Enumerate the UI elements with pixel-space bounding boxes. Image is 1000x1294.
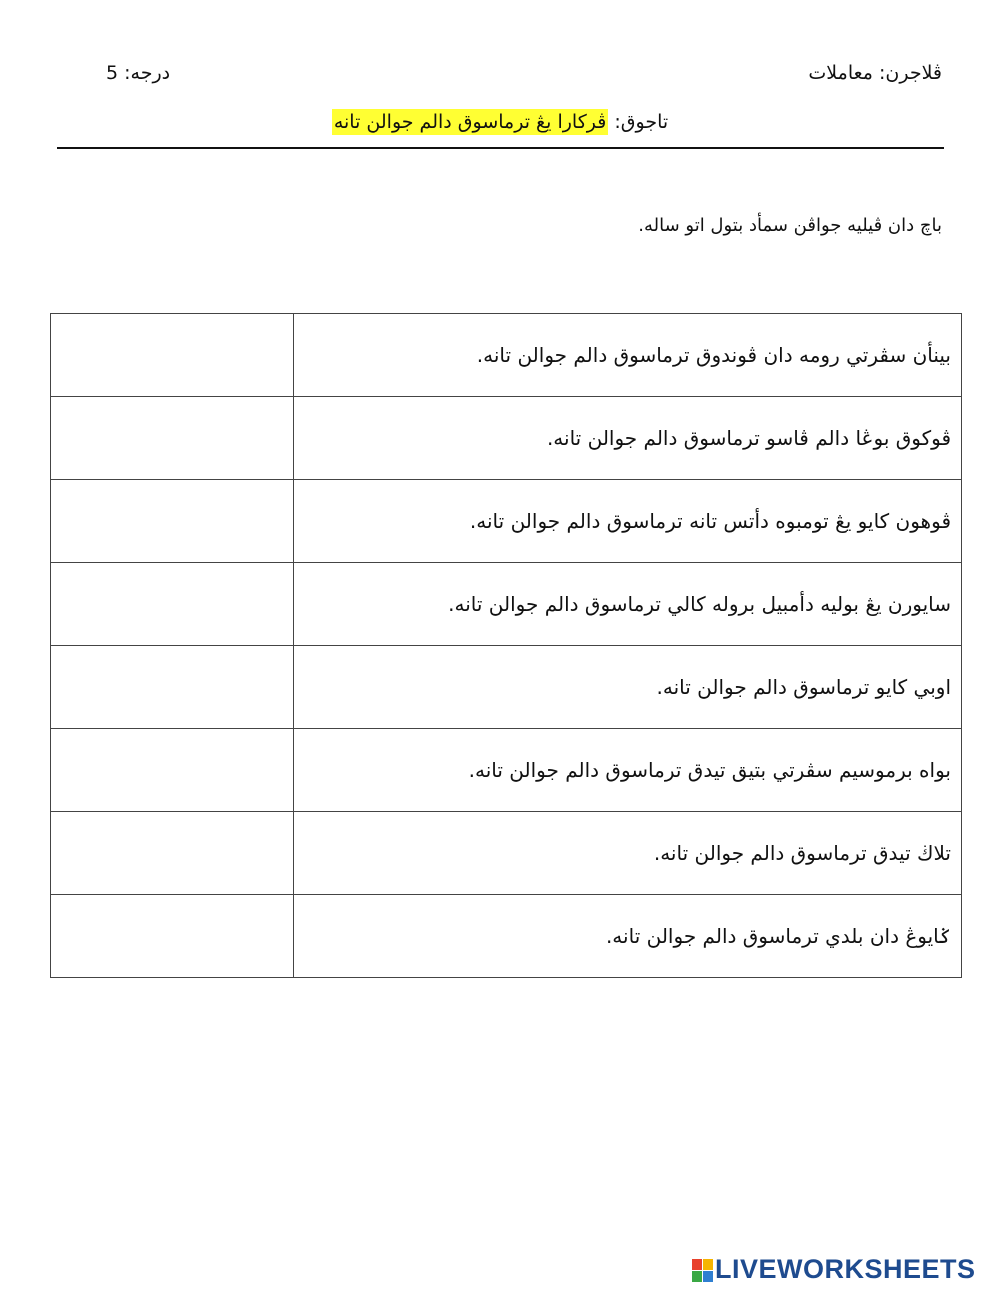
statement-cell: ڤوكوق بوڠا دالم ڤاسو ترماسوق دالم جوالن تانه. bbox=[294, 397, 962, 480]
statement-cell: سايورن يڠ بوليه دأمبيل بروله كالي ترماسوق دالم جوالن تانه. bbox=[294, 563, 962, 646]
subject-label: ڤلاجرن: معاملات bbox=[808, 62, 942, 84]
statement-cell: ݢايوڠ دان بلدي ترماسوق دالم جوالن تانه. bbox=[294, 895, 962, 978]
table-row bbox=[51, 563, 962, 646]
answer-cell[interactable] bbox=[51, 646, 294, 729]
topic-highlight: ڤركارا يڠ ترماسوق دالم جوالن تانه bbox=[333, 111, 607, 133]
table-row bbox=[51, 729, 962, 812]
topic-line bbox=[0, 111, 1000, 133]
table-row bbox=[51, 314, 962, 397]
statement-cell: تلاڬ تيدق ترماسوق دالم جوالن تانه. bbox=[294, 812, 962, 895]
liveworksheets-logo bbox=[692, 1254, 976, 1285]
logo-square-green bbox=[692, 1271, 702, 1282]
answer-cell[interactable] bbox=[51, 480, 294, 563]
topic-label: تاجوق: bbox=[614, 111, 669, 133]
answer-cell[interactable] bbox=[51, 314, 294, 397]
answer-cell[interactable] bbox=[51, 397, 294, 480]
table-row bbox=[51, 895, 962, 978]
logo-text: LIVEWORKSHEETS bbox=[715, 1254, 976, 1284]
statement-cell: ڤوهون كايو يڠ تومبوه دأتس تانه ترماسوق دالم جوالن تانه. bbox=[294, 480, 962, 563]
statement-cell: بينأن سڤرتي رومه دان ڤوندوق ترماسوق دالم جوالن تانه. bbox=[294, 314, 962, 397]
statement-cell: اوبي كايو ترماسوق دالم جوالن تانه. bbox=[294, 646, 962, 729]
grade-label: درجه: 5 bbox=[106, 62, 171, 84]
logo-square-yellow bbox=[703, 1259, 713, 1270]
instruction-text: باچ دان ڤيليه جواڤن سمأد بتول اتو ساله. bbox=[638, 215, 942, 236]
liveworksheets-grid-icon bbox=[692, 1259, 712, 1281]
table-row bbox=[51, 812, 962, 895]
statement-cell: بواه برموسيم سڤرتي بتيق تيدق ترماسوق دالم جوالن تانه. bbox=[294, 729, 962, 812]
table-row bbox=[51, 397, 962, 480]
logo-square-blue bbox=[703, 1271, 713, 1282]
answer-cell[interactable] bbox=[51, 812, 294, 895]
answer-cell[interactable] bbox=[51, 895, 294, 978]
answer-cell[interactable] bbox=[51, 563, 294, 646]
header-divider bbox=[57, 147, 944, 149]
statement-table bbox=[50, 313, 962, 978]
table-row bbox=[51, 646, 962, 729]
logo-square-red bbox=[692, 1259, 702, 1270]
table-row bbox=[51, 480, 962, 563]
answer-cell[interactable] bbox=[51, 729, 294, 812]
